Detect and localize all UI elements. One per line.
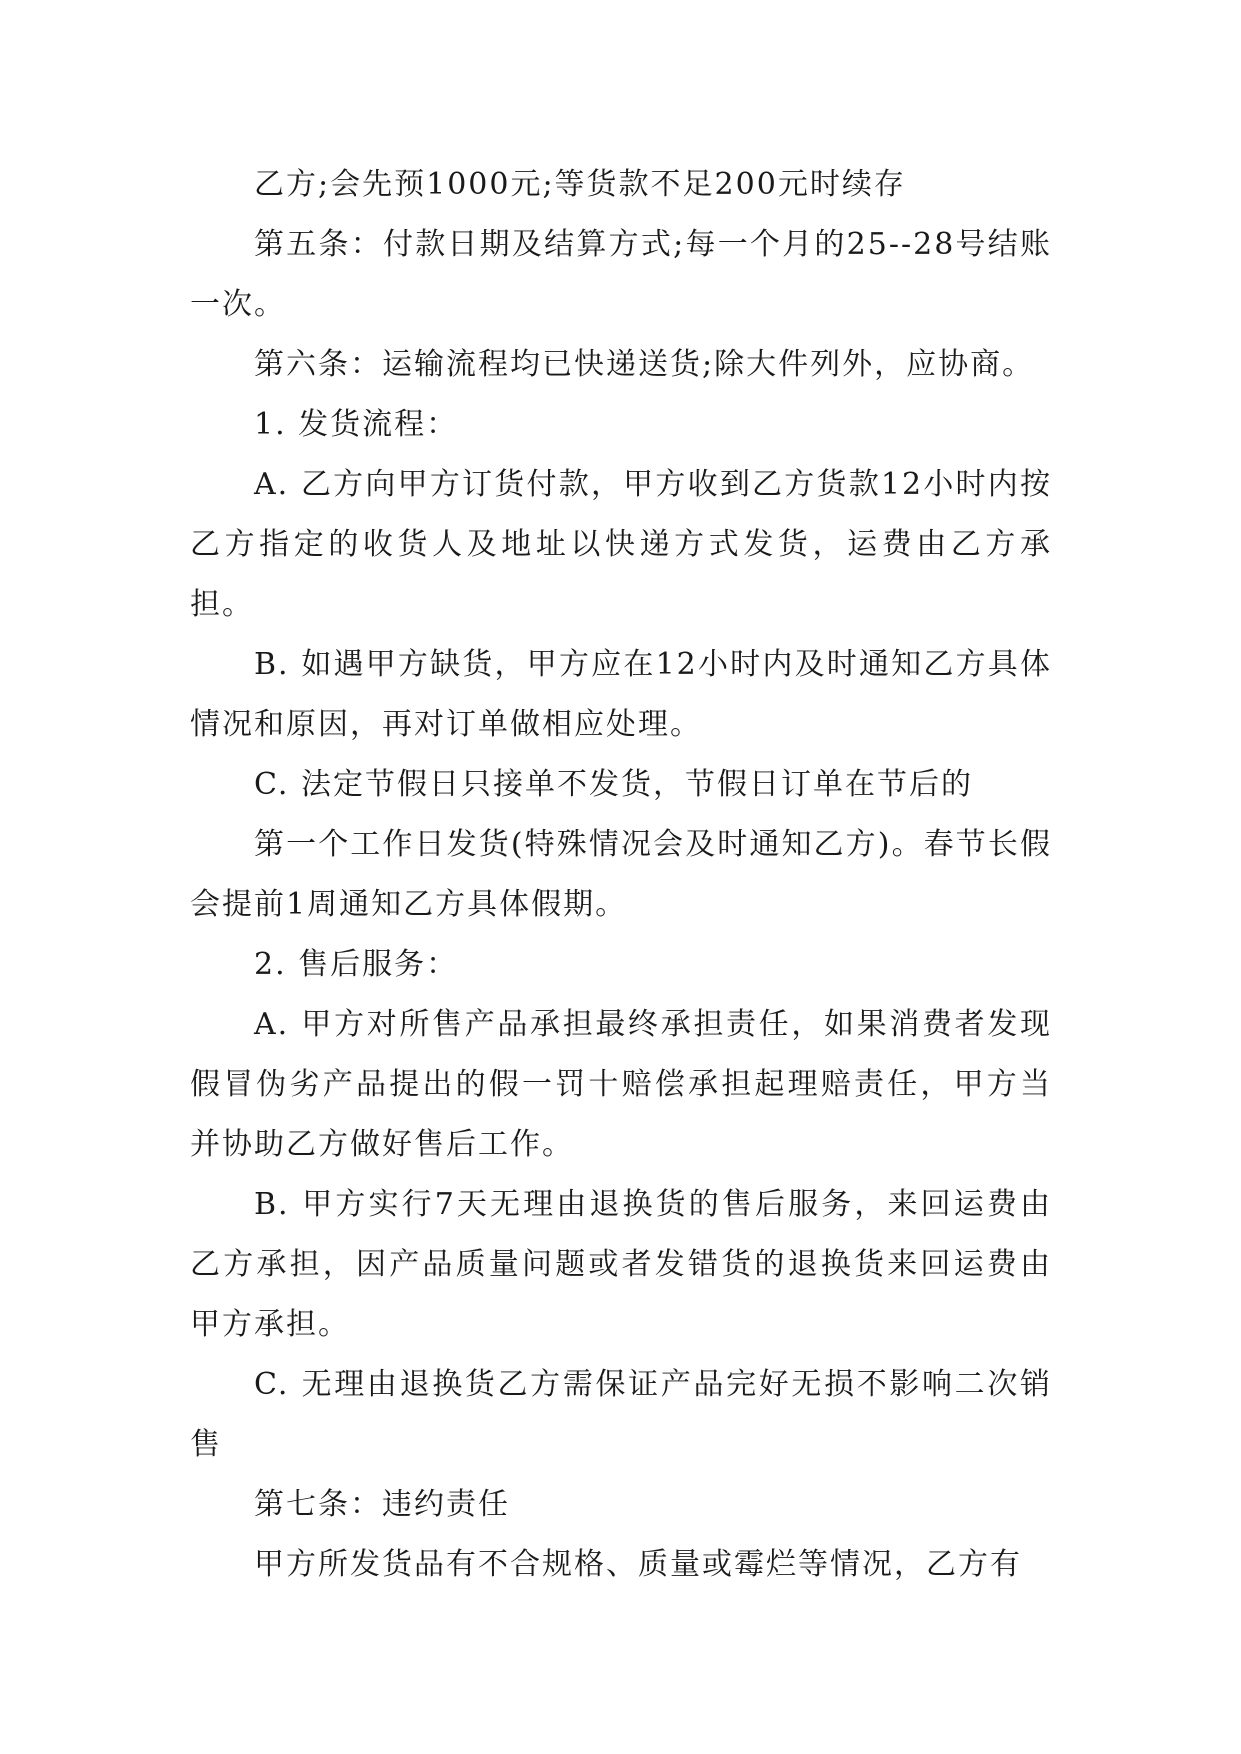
paragraph-shipping-b: B. 如遇甲方缺货，甲方应在12小时内及时通知乙方具体情况和原因，再对订单做相应处理。: [190, 647, 1052, 742]
paragraph-after-sales-b: B. 甲方实行7天无理由退换货的售后服务，来回运费由乙方承担，因产品质量问题或者发错货的退换货来回运费由甲方承担。: [190, 1187, 1052, 1342]
paragraph-after-sales-c: C. 无理由退换货乙方需保证产品完好无损不影响二次销售: [190, 1367, 1052, 1462]
paragraph-shipping-a: A. 乙方向甲方订货付款，甲方收到乙方货款12小时内按乙方指定的收货人及地址以快递方式发货，运费由乙方承担。: [190, 467, 1052, 622]
paragraph-after-sales-heading: 2. 售后服务：: [254, 947, 459, 982]
paragraph-article-6-shipping: 第六条：运输流程均已快递送货;除大件列外，应协商。: [254, 347, 1035, 382]
paragraph-article-7-heading: 第七条：违约责任: [254, 1487, 510, 1522]
paragraph-article-7-text: 甲方所发货品有不合规格、质量或霉烂等情况，乙方有: [254, 1547, 1022, 1582]
paragraph-shipping-c: C. 法定节假日只接单不发货，节假日订单在节后的: [254, 767, 973, 802]
document-body: [190, 155, 1052, 1595]
paragraph-after-sales-a: A. 甲方对所售产品承担最终承担责任，如果消费者发现假冒伪劣产品提出的假一罚十赔偿承担起理赔责任，甲方当并协助乙方做好售后工作。: [190, 1007, 1052, 1162]
paragraph-article-5-payment: 第五条：付款日期及结算方式;每一个月的25--28号结账一次。: [190, 227, 1052, 322]
paragraph-prepayment: 乙方;会先预1000元;等货款不足200元时续存: [254, 167, 906, 202]
paragraph-shipping-process-heading: 1. 发货流程：: [254, 407, 459, 442]
paragraph-shipping-c-continued: 第一个工作日发货(特殊情况会及时通知乙方)。春节长假会提前1周通知乙方具体假期。: [190, 827, 1052, 922]
